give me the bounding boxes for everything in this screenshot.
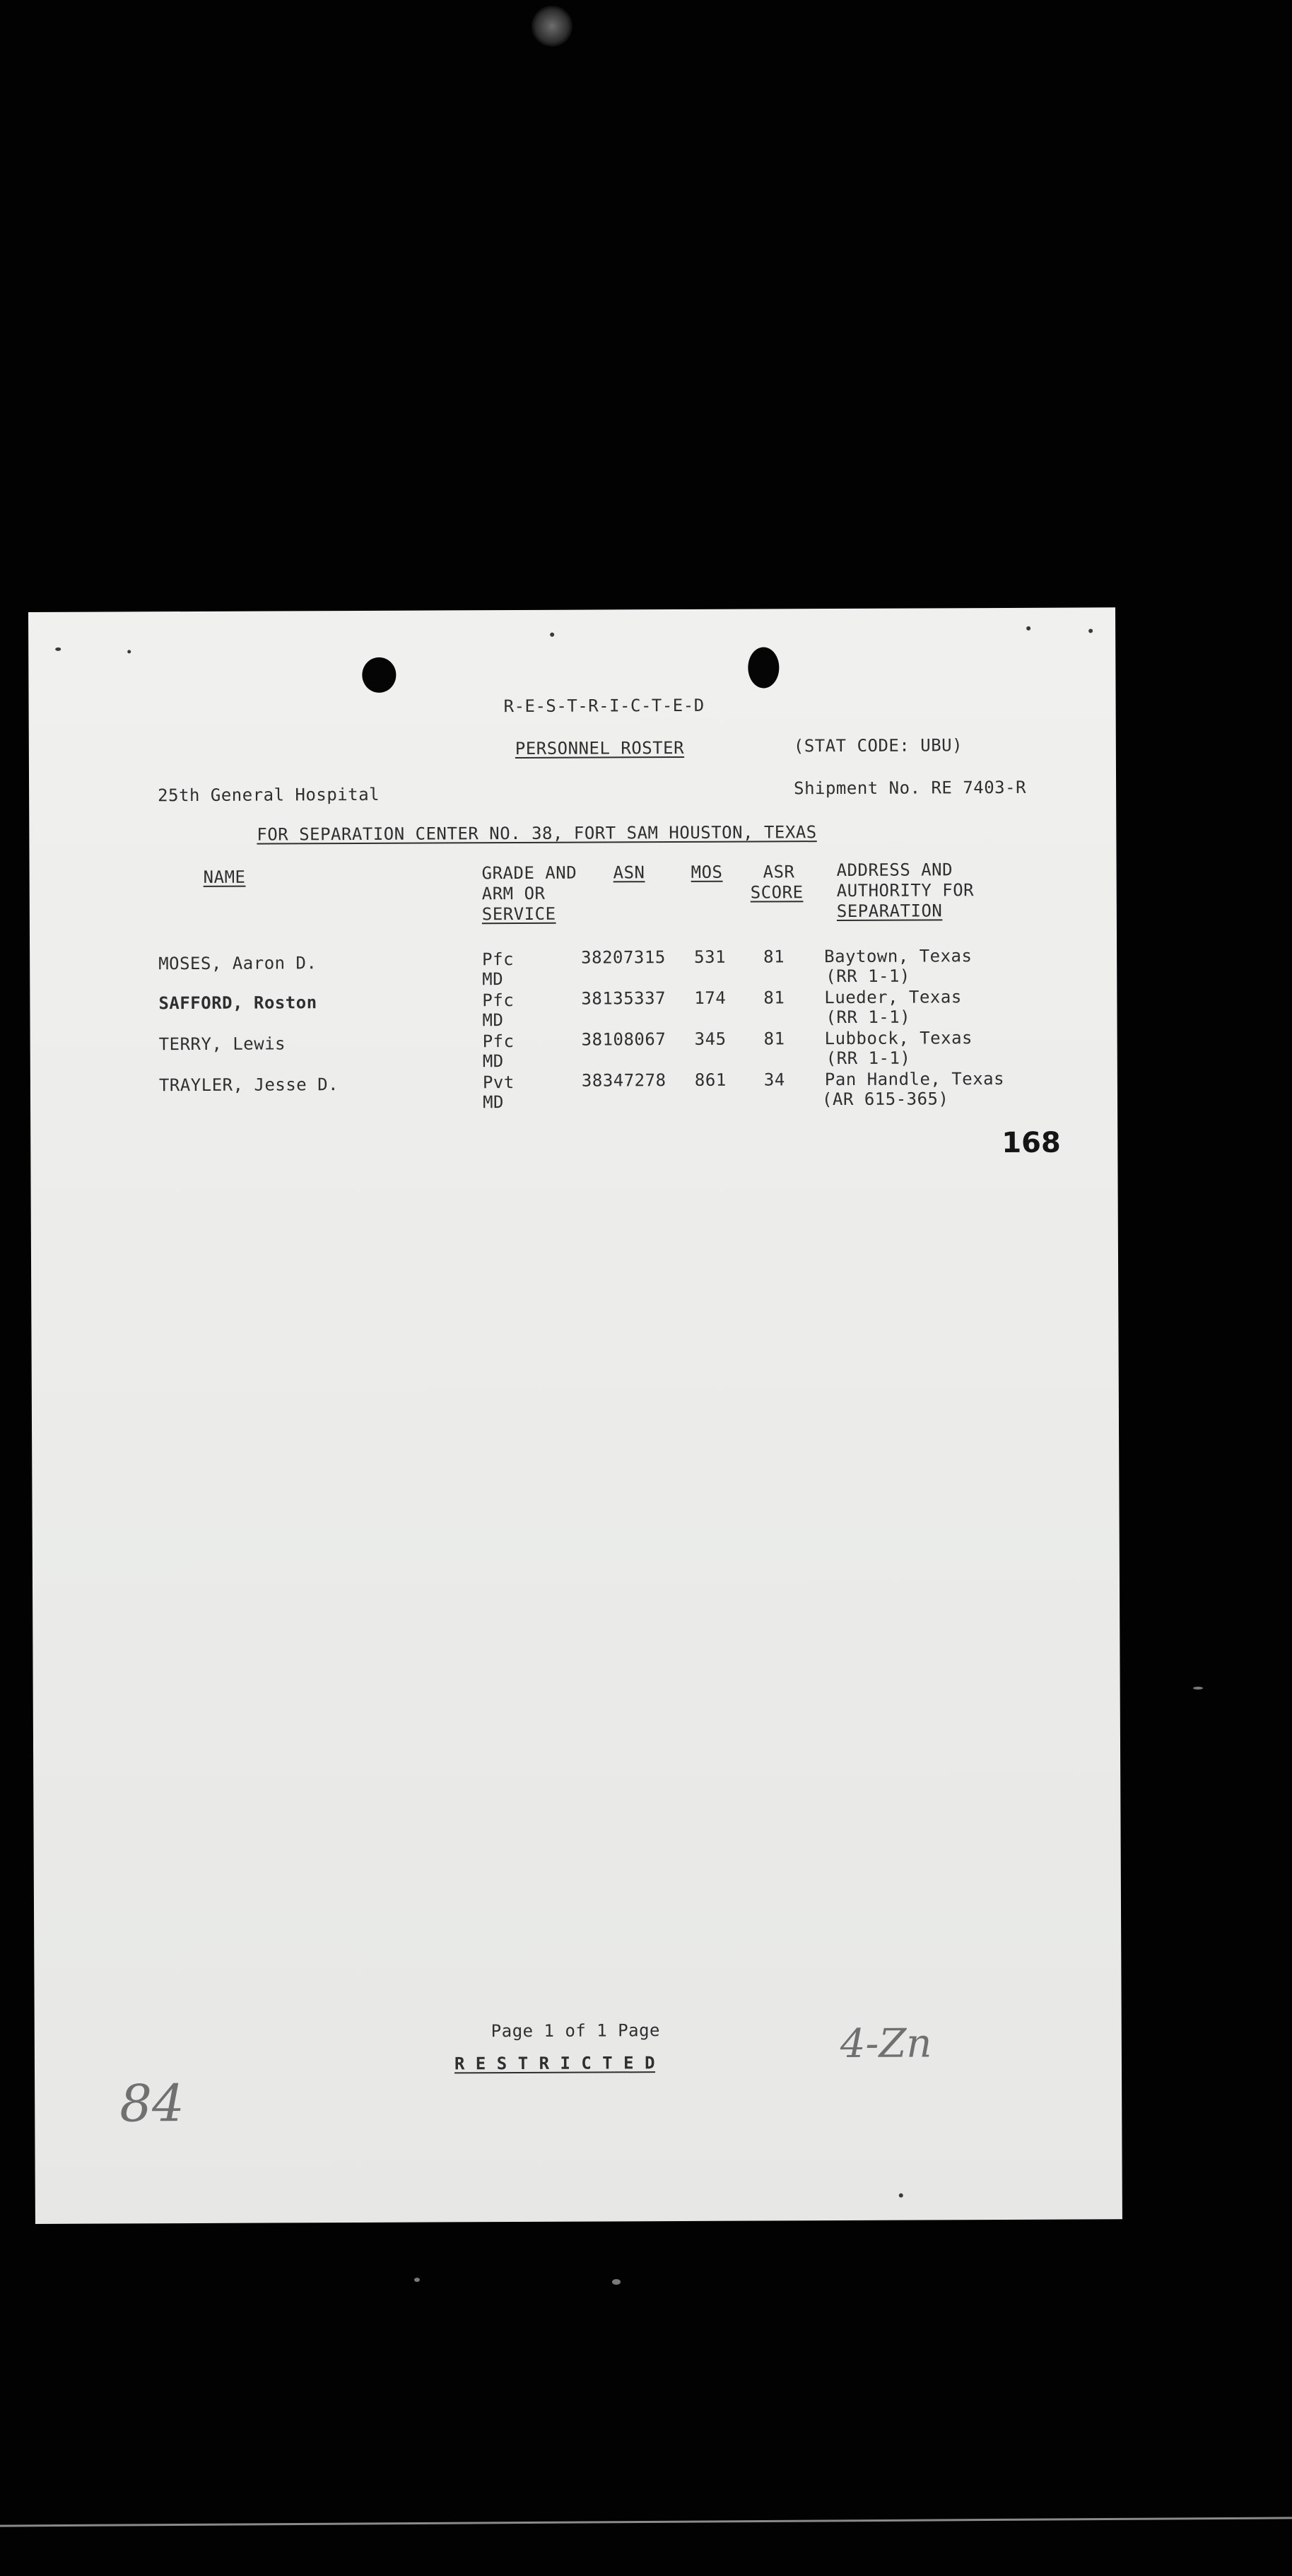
film-edge-line: [0, 2517, 1292, 2527]
row-name: MOSES, Aaron D.: [158, 953, 317, 974]
row-asn: 38207315: [581, 947, 666, 968]
stat-code: (STAT CODE: UBU): [793, 735, 963, 756]
row-asr: 81: [763, 988, 785, 1008]
col-grade-1: GRADE AND: [481, 862, 577, 884]
film-artifact: [532, 6, 572, 47]
classification-header: R-E-S-T-R-I-C-T-E-D: [503, 695, 705, 717]
film-dust: [414, 2278, 420, 2282]
row-asr: 81: [763, 1029, 785, 1049]
row-authority: (AR 615-365): [821, 1089, 949, 1110]
page-indicator: Page 1 of 1 Page: [491, 2020, 661, 2042]
film-dust: [612, 2279, 621, 2285]
col-address-1: ADDRESS AND: [836, 860, 953, 881]
row-grade: Pfc: [482, 949, 515, 970]
film-dust: [1193, 1687, 1203, 1690]
speck: [127, 650, 131, 653]
col-name: NAME: [203, 867, 246, 887]
row-name: TRAYLER, Jesse D.: [158, 1075, 339, 1096]
row-grade: Pfc: [482, 990, 515, 1011]
destination: FOR SEPARATION CENTER NO. 38, FORT SAM HOUSTON, TEXAS: [257, 822, 817, 845]
stamp-number: 168: [1002, 1126, 1061, 1159]
punch-hole-left: [362, 657, 396, 693]
col-asr-1: ASR: [763, 862, 795, 882]
col-grade-2: ARM OR: [481, 883, 546, 904]
speck: [899, 2194, 903, 2198]
row-grade: Pvt: [482, 1072, 515, 1093]
row-authority: (RR 1-1): [826, 1048, 911, 1069]
handwritten-note-right: 4-Zn: [840, 2020, 932, 2068]
row-service: MD: [482, 969, 504, 990]
row-service: MD: [482, 1010, 504, 1031]
roster-title: PERSONNEL ROSTER: [515, 737, 685, 759]
classification-footer: R E S T R I C T E D: [454, 2053, 656, 2074]
speck: [550, 633, 554, 637]
row-grade: Pfc: [482, 1031, 515, 1052]
row-service: MD: [482, 1051, 504, 1072]
shipment-number: Shipment No. RE 7403-R: [794, 777, 1027, 799]
col-asn: ASN: [613, 862, 645, 883]
row-asr: 81: [763, 947, 785, 967]
row-authority: (RR 1-1): [826, 966, 910, 987]
unit-name: 25th General Hospital: [158, 784, 380, 806]
col-address-3: SEPARATION: [836, 901, 943, 922]
col-grade-3: SERVICE: [481, 903, 556, 925]
row-mos: 531: [694, 947, 727, 967]
col-mos: MOS: [691, 862, 723, 882]
document-page: [28, 607, 1122, 2224]
row-service: MD: [482, 1092, 504, 1113]
row-name: TERRY, Lewis: [158, 1034, 286, 1055]
row-address: Lueder, Texas: [824, 987, 962, 1008]
row-address: Pan Handle, Texas: [824, 1068, 1005, 1090]
row-asn: 38135337: [581, 988, 666, 1009]
row-mos: 861: [694, 1070, 727, 1090]
row-authority: (RR 1-1): [826, 1007, 911, 1028]
punch-hole-right: [748, 647, 779, 688]
row-address: Baytown, Texas: [824, 946, 973, 967]
speck: [1088, 628, 1093, 633]
col-address-2: AUTHORITY FOR: [836, 880, 975, 901]
row-asr: 34: [763, 1070, 785, 1090]
row-mos: 345: [694, 1029, 727, 1049]
speck: [55, 648, 61, 651]
row-name: SAFFORD, Roston: [158, 993, 317, 1014]
row-asn: 38108067: [581, 1029, 666, 1050]
row-mos: 174: [694, 988, 727, 1008]
speck: [1026, 626, 1030, 631]
row-asn: 38347278: [581, 1070, 666, 1091]
row-address: Lubbock, Texas: [824, 1028, 973, 1049]
col-asr-2: SCORE: [750, 882, 804, 903]
handwritten-note-left: 84: [119, 2073, 185, 2133]
